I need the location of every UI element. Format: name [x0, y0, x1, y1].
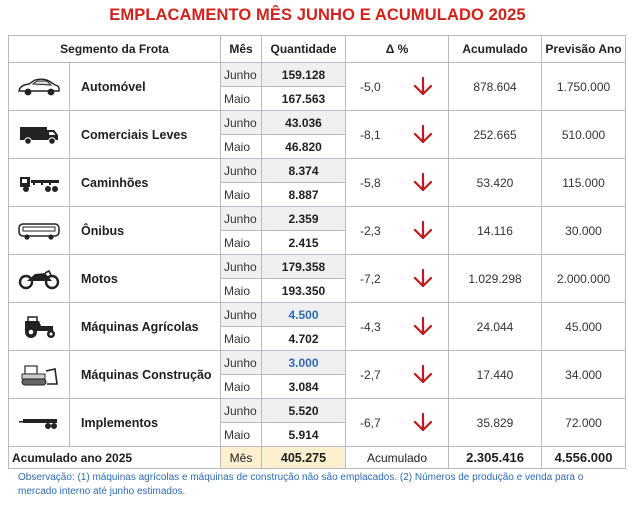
quantity-current: 179.358 — [262, 255, 346, 279]
header-delta: Δ % — [346, 36, 449, 63]
motorcycle-icon — [9, 255, 70, 303]
quantity-current: 8.374 — [262, 159, 346, 183]
total-label: Acumulado ano 2025 — [9, 447, 221, 469]
header-previsao: Previsão Ano — [542, 36, 626, 63]
delta-percent: -2,3 — [346, 207, 398, 255]
header-row — [9, 36, 626, 63]
acumulado-value: 35.829 — [449, 399, 542, 447]
month-label: Maio — [221, 423, 262, 447]
month-label: Maio — [221, 279, 262, 303]
segment-label: Comerciais Leves — [70, 111, 221, 159]
acumulado-value: 24.044 — [449, 303, 542, 351]
acumulado-value: 252.665 — [449, 111, 542, 159]
segment-label: Máquinas Construção — [70, 351, 221, 399]
delta-percent: -8,1 — [346, 111, 398, 159]
acumulado-value: 14.116 — [449, 207, 542, 255]
arrow-down-icon — [398, 207, 449, 255]
month-label: Junho — [221, 399, 262, 423]
delta-percent: -5,8 — [346, 159, 398, 207]
month-label: Junho — [221, 63, 262, 87]
bus-icon — [9, 207, 70, 255]
month-label: Maio — [221, 87, 262, 111]
arrow-down-icon — [398, 63, 449, 111]
quantity-previous: 4.702 — [262, 327, 346, 351]
arrow-down-icon — [398, 303, 449, 351]
month-label: Junho — [221, 255, 262, 279]
segment-label: Caminhões — [70, 159, 221, 207]
header-acumulado: Acumulado — [449, 36, 542, 63]
quantity-current: 159.128 — [262, 63, 346, 87]
quantity-current: 4.500 — [262, 303, 346, 327]
quantity-current: 2.359 — [262, 207, 346, 231]
total-acumulado-value: 2.305.416 — [449, 447, 542, 469]
table-row — [9, 63, 626, 87]
arrow-down-icon — [398, 111, 449, 159]
segment-label: Automóvel — [70, 63, 221, 111]
delta-percent: -6,7 — [346, 399, 398, 447]
arrow-down-icon — [398, 159, 449, 207]
total-mes-label: Mês — [221, 447, 262, 469]
total-previsao-value: 4.556.000 — [542, 447, 626, 469]
quantity-previous: 46.820 — [262, 135, 346, 159]
quantity-previous: 3.084 — [262, 375, 346, 399]
trailer-icon — [9, 399, 70, 447]
month-label: Maio — [221, 327, 262, 351]
van-icon — [9, 111, 70, 159]
previsao-value: 510.000 — [542, 111, 626, 159]
table-row — [9, 159, 626, 183]
total-mes-value: 405.275 — [262, 447, 346, 469]
delta-percent: -4,3 — [346, 303, 398, 351]
previsao-value: 1.750.000 — [542, 63, 626, 111]
arrow-down-icon — [398, 351, 449, 399]
table-row — [9, 207, 626, 231]
car-icon — [9, 63, 70, 111]
quantity-previous: 5.914 — [262, 423, 346, 447]
previsao-value: 30.000 — [542, 207, 626, 255]
quantity-previous: 167.563 — [262, 87, 346, 111]
table-row — [9, 351, 626, 375]
previsao-value: 72.000 — [542, 399, 626, 447]
month-label: Maio — [221, 231, 262, 255]
quantity-current: 3.000 — [262, 351, 346, 375]
quantity-previous: 2.415 — [262, 231, 346, 255]
header-segmento: Segmento da Frota — [9, 36, 221, 63]
registrations-table — [8, 35, 626, 469]
tractor-icon — [9, 303, 70, 351]
previsao-value: 34.000 — [542, 351, 626, 399]
acumulado-value: 53.420 — [449, 159, 542, 207]
month-label: Junho — [221, 207, 262, 231]
month-label: Junho — [221, 111, 262, 135]
quantity-current: 5.520 — [262, 399, 346, 423]
previsao-value: 115.000 — [542, 159, 626, 207]
bulldozer-icon — [9, 351, 70, 399]
arrow-down-icon — [398, 255, 449, 303]
acumulado-value: 1.029.298 — [449, 255, 542, 303]
acumulado-value: 17.440 — [449, 351, 542, 399]
month-label: Junho — [221, 303, 262, 327]
month-label: Junho — [221, 351, 262, 375]
header-mes: Mês — [221, 36, 262, 63]
arrow-down-icon — [398, 399, 449, 447]
report-title: EMPLACAMENTO MÊS JUNHO E ACUMULADO 2025 — [109, 6, 526, 24]
header-quantidade: Quantidade — [262, 36, 346, 63]
quantity-current: 43.036 — [262, 111, 346, 135]
previsao-value: 2.000.000 — [542, 255, 626, 303]
quantity-previous: 8.887 — [262, 183, 346, 207]
table-row — [9, 255, 626, 279]
truck-icon — [9, 159, 70, 207]
table-row — [9, 303, 626, 327]
segment-label: Máquinas Agrícolas — [70, 303, 221, 351]
quantity-previous: 193.350 — [262, 279, 346, 303]
delta-percent: -2,7 — [346, 351, 398, 399]
acumulado-value: 878.604 — [449, 63, 542, 111]
month-label: Maio — [221, 183, 262, 207]
table-row — [9, 111, 626, 135]
segment-label: Ônibus — [70, 207, 221, 255]
delta-percent: -5,0 — [346, 63, 398, 111]
total-acumulado-label: Acumulado — [346, 447, 449, 469]
segment-label: Motos — [70, 255, 221, 303]
month-label: Junho — [221, 159, 262, 183]
total-row — [9, 447, 626, 469]
footnote: Observação: (1) máquinas agrícolas e máquinas de construção não são emplacados. (2) Números de produção e venda para o mercado interno até junho estimados. — [18, 472, 584, 497]
month-label: Maio — [221, 375, 262, 399]
delta-percent: -7,2 — [346, 255, 398, 303]
previsao-value: 45.000 — [542, 303, 626, 351]
segment-label: Implementos — [70, 399, 221, 447]
table-row — [9, 399, 626, 423]
month-label: Maio — [221, 135, 262, 159]
